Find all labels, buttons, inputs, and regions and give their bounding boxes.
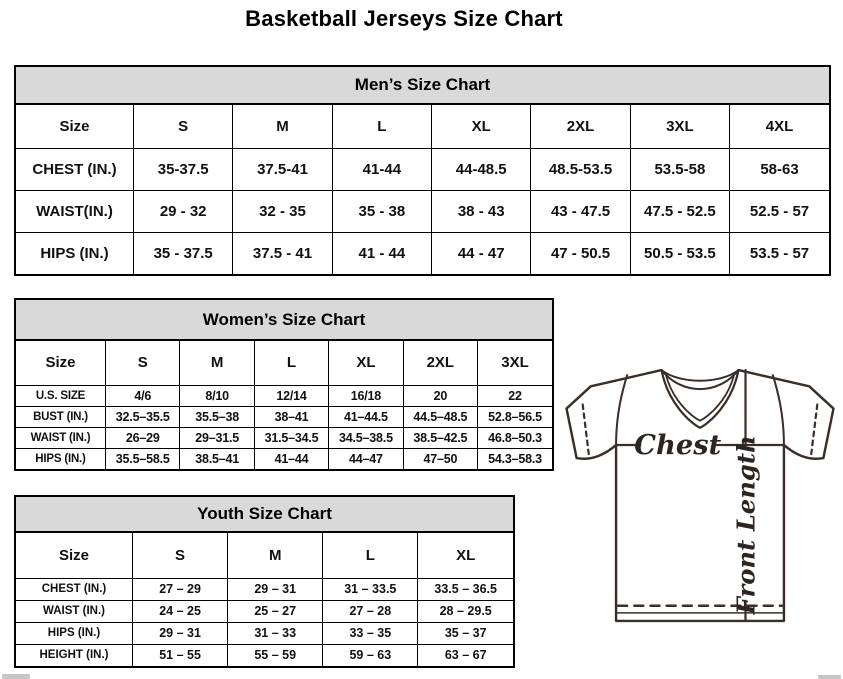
value-cell: 35-37.5 — [134, 148, 233, 190]
front-length-label: Front Length — [731, 435, 761, 615]
youth-size-chart-title: Youth Size Chart — [16, 497, 513, 533]
value-cell: 53.5-58 — [630, 148, 729, 190]
row-label: HEIGHT (IN.) — [16, 644, 133, 666]
column-header: Size — [16, 533, 133, 578]
mens-size-chart — [14, 65, 831, 276]
column-header: L — [254, 341, 328, 385]
column-header: XL — [432, 105, 531, 148]
value-cell: 50.5 - 53.5 — [630, 232, 729, 274]
value-cell: 38.5–42.5 — [403, 427, 477, 448]
value-cell: 32.5–35.5 — [106, 406, 180, 427]
scrollbar-fragment-right[interactable] — [818, 675, 841, 679]
value-cell: 22 — [478, 385, 552, 406]
value-cell: 47–50 — [403, 448, 477, 469]
value-cell: 54.3–58.3 — [478, 448, 552, 469]
column-header: Size — [16, 341, 106, 385]
value-cell: 16/18 — [329, 385, 403, 406]
column-header: S — [134, 105, 233, 148]
value-cell: 44-48.5 — [432, 148, 531, 190]
value-cell: 37.5 - 41 — [233, 232, 332, 274]
header-row — [16, 341, 552, 385]
row-label: WAIST (IN.) — [16, 427, 106, 448]
value-cell: 41 - 44 — [332, 232, 431, 274]
header-row — [16, 105, 829, 148]
column-header: S — [133, 533, 228, 578]
value-cell: 8/10 — [180, 385, 254, 406]
value-cell: 53.5 - 57 — [730, 232, 829, 274]
value-cell: 35.5–38 — [180, 406, 254, 427]
value-cell: 29 - 32 — [134, 190, 233, 232]
value-cell: 28 – 29.5 — [418, 600, 513, 622]
value-cell: 44.5–48.5 — [403, 406, 477, 427]
value-cell: 52.5 - 57 — [730, 190, 829, 232]
column-header: 2XL — [403, 341, 477, 385]
column-header: XL — [329, 341, 403, 385]
value-cell: 35.5–58.5 — [106, 448, 180, 469]
value-cell: 51 – 55 — [133, 644, 228, 666]
value-cell: 35 – 37 — [418, 622, 513, 644]
column-header: 3XL — [478, 341, 552, 385]
value-cell: 20 — [403, 385, 477, 406]
youth-size-table — [16, 533, 513, 666]
value-cell: 33.5 – 36.5 — [418, 578, 513, 600]
value-cell: 44 - 47 — [432, 232, 531, 274]
row-label: HIPS (IN.) — [16, 232, 134, 274]
header-row — [16, 533, 513, 578]
table-row — [16, 448, 552, 469]
scrollbar-fragment-left[interactable] — [2, 674, 30, 679]
value-cell: 27 – 29 — [133, 578, 228, 600]
value-cell: 41–44.5 — [329, 406, 403, 427]
table-row — [16, 385, 552, 406]
value-cell: 27 – 28 — [323, 600, 418, 622]
value-cell: 63 – 67 — [418, 644, 513, 666]
table-row — [16, 190, 829, 232]
value-cell: 44–47 — [329, 448, 403, 469]
column-header: XL — [418, 533, 513, 578]
column-header: S — [106, 341, 180, 385]
value-cell: 47 - 50.5 — [531, 232, 630, 274]
youth-size-chart — [14, 495, 515, 668]
value-cell: 31 – 33.5 — [323, 578, 418, 600]
row-label: U.S. SIZE — [16, 385, 106, 406]
value-cell: 24 – 25 — [133, 600, 228, 622]
value-cell: 38 - 43 — [432, 190, 531, 232]
value-cell: 41-44 — [332, 148, 431, 190]
table-row — [16, 427, 552, 448]
value-cell: 41–44 — [254, 448, 328, 469]
chest-label: Chest — [634, 429, 722, 462]
value-cell: 25 – 27 — [228, 600, 323, 622]
column-header: L — [323, 533, 418, 578]
row-label: BUST (IN.) — [16, 406, 106, 427]
value-cell: 52.8–56.5 — [478, 406, 552, 427]
column-header: 4XL — [730, 105, 829, 148]
value-cell: 26–29 — [106, 427, 180, 448]
jersey-right-seam — [773, 375, 784, 445]
column-header: M — [228, 533, 323, 578]
table-row — [16, 232, 829, 274]
value-cell: 58-63 — [730, 148, 829, 190]
value-cell: 34.5–38.5 — [329, 427, 403, 448]
column-header: 3XL — [630, 105, 729, 148]
value-cell: 29 – 31 — [228, 578, 323, 600]
value-cell: 35 - 38 — [332, 190, 431, 232]
row-label: CHEST (IN.) — [16, 578, 133, 600]
table-row — [16, 622, 513, 644]
column-header: 2XL — [531, 105, 630, 148]
value-cell: 48.5-53.5 — [531, 148, 630, 190]
womens-size-table — [16, 341, 552, 469]
value-cell: 46.8–50.3 — [478, 427, 552, 448]
value-cell: 12/14 — [254, 385, 328, 406]
table-row — [16, 600, 513, 622]
table-row — [16, 644, 513, 666]
jersey-left-seam — [616, 375, 627, 445]
table-row — [16, 578, 513, 600]
value-cell: 32 - 35 — [233, 190, 332, 232]
value-cell: 29 – 31 — [133, 622, 228, 644]
value-cell: 38.5–41 — [180, 448, 254, 469]
jersey-measurement-diagram — [560, 360, 840, 628]
value-cell: 59 – 63 — [323, 644, 418, 666]
jersey-outline — [567, 370, 834, 621]
table-row — [16, 148, 829, 190]
womens-size-chart — [14, 298, 554, 471]
value-cell: 31.5–34.5 — [254, 427, 328, 448]
value-cell: 47.5 - 52.5 — [630, 190, 729, 232]
column-header: M — [233, 105, 332, 148]
value-cell: 35 - 37.5 — [134, 232, 233, 274]
page-title: Basketball Jerseys Size Chart — [245, 6, 563, 31]
jersey-collar — [662, 370, 739, 381]
row-label: WAIST (IN.) — [16, 600, 133, 622]
column-header: Size — [16, 105, 134, 148]
mens-size-table — [16, 105, 829, 274]
jersey-diagram-icon — [560, 360, 840, 628]
column-header: L — [332, 105, 431, 148]
jersey-left-cuff-dashes — [583, 404, 589, 454]
value-cell: 43 - 47.5 — [531, 190, 630, 232]
table-row — [16, 406, 552, 427]
value-cell: 31 – 33 — [228, 622, 323, 644]
mens-size-chart-title: Men’s Size Chart — [16, 67, 829, 105]
column-header: M — [180, 341, 254, 385]
value-cell: 29–31.5 — [180, 427, 254, 448]
womens-size-chart-title: Women’s Size Chart — [16, 300, 552, 341]
value-cell: 4/6 — [106, 385, 180, 406]
row-label: HIPS (IN.) — [16, 448, 106, 469]
value-cell: 38–41 — [254, 406, 328, 427]
row-label: WAIST(IN.) — [16, 190, 134, 232]
value-cell: 37.5-41 — [233, 148, 332, 190]
jersey-right-cuff-dashes — [811, 404, 817, 454]
row-label: CHEST (IN.) — [16, 148, 134, 190]
value-cell: 33 – 35 — [323, 622, 418, 644]
value-cell: 55 – 59 — [228, 644, 323, 666]
row-label: HIPS (IN.) — [16, 622, 133, 644]
